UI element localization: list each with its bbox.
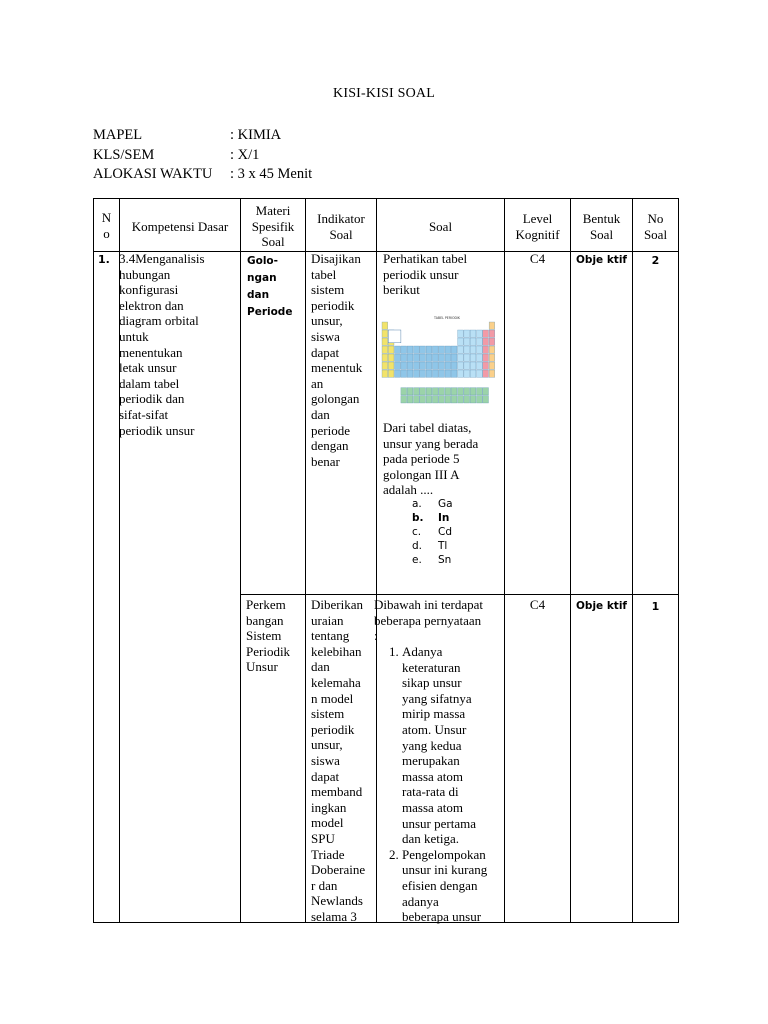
periodic-cell <box>432 388 438 395</box>
periodic-cell <box>414 370 420 377</box>
table-border-top <box>93 198 679 199</box>
periodic-cell <box>483 346 489 353</box>
periodic-cell <box>445 396 451 403</box>
periodic-cell <box>420 388 426 395</box>
periodic-cell <box>477 370 483 377</box>
header-no: N o <box>101 210 112 241</box>
periodic-cell <box>439 370 445 377</box>
periodic-cell <box>489 354 495 361</box>
periodic-cell <box>477 338 483 345</box>
periodic-cell <box>451 346 457 353</box>
periodic-cell <box>489 362 495 369</box>
periodic-cell <box>451 370 457 377</box>
periodic-cell <box>382 338 388 345</box>
col-line <box>632 198 633 923</box>
periodic-cell <box>470 330 476 337</box>
meta-label: MAPEL <box>93 127 143 143</box>
periodic-cell <box>395 370 401 377</box>
periodic-cell <box>451 396 457 403</box>
periodic-cell <box>489 330 495 337</box>
statement-item: 1. Adanya keteraturan sikap unsur yang sifatnya mirip massa atom. Unsur yang kedua merupakan massa atom rata-rata di massa atom unsur pertama dan ketiga. <box>402 644 504 847</box>
periodic-cell <box>458 388 464 395</box>
periodic-cell <box>464 370 470 377</box>
periodic-cell <box>426 396 432 403</box>
periodic-cell <box>470 338 476 345</box>
periodic-cell <box>445 362 451 369</box>
periodic-cell <box>483 370 489 377</box>
materi-text: Perkem bangan Sistem Periodik Unsur <box>246 597 291 675</box>
nomor-soal: 2 <box>651 254 660 267</box>
col-line <box>570 198 571 923</box>
periodic-cell <box>451 388 457 395</box>
periodic-cell <box>401 346 407 353</box>
periodic-cell <box>477 354 483 361</box>
periodic-cell <box>407 370 413 377</box>
header-soal: Soal <box>428 219 453 234</box>
level-kognitif: C4 <box>529 597 546 612</box>
soal-question: Dari tabel diatas, unsur yang berada pada periode 5 golongan III A adalah .... <box>383 420 479 498</box>
col-line <box>504 198 505 923</box>
periodic-cell <box>420 370 426 377</box>
periodic-cell <box>470 362 476 369</box>
periodic-cell <box>464 388 470 395</box>
periodic-cell <box>426 362 432 369</box>
periodic-cell <box>477 388 483 395</box>
periodic-cell <box>414 396 420 403</box>
periodic-cell <box>388 362 394 369</box>
periodic-cell <box>470 370 476 377</box>
periodic-table-image <box>381 314 499 414</box>
kompetensi-dasar-text: 3.4Menganalisis hubungan konfigurasi elektron dan diagram orbital untuk menentukan letak unsur dalam tabel periodik dan sifat-sifat periodik unsur <box>119 251 205 438</box>
periodic-table-caption: TABEL PERIODIK <box>434 316 460 320</box>
periodic-cell <box>432 354 438 361</box>
periodic-cell <box>464 330 470 337</box>
periodic-cell <box>388 370 394 377</box>
row-number: 1. <box>98 253 110 266</box>
option-e: e. Sn <box>412 554 452 566</box>
periodic-cell <box>414 346 420 353</box>
meta-value: : KIMIA <box>230 127 282 143</box>
meta-row-kls <box>93 146 312 166</box>
option-d: d. Tl <box>412 540 448 552</box>
periodic-cell <box>483 388 489 395</box>
periodic-cell <box>414 362 420 369</box>
periodic-cell <box>407 388 413 395</box>
periodic-cell <box>414 354 420 361</box>
nomor-soal: 1 <box>651 600 660 613</box>
periodic-cell <box>470 388 476 395</box>
periodic-cell <box>432 370 438 377</box>
periodic-cell <box>489 322 495 329</box>
periodic-cell <box>401 362 407 369</box>
periodic-cell <box>458 330 464 337</box>
periodic-cell <box>458 338 464 345</box>
periodic-cell <box>439 396 445 403</box>
meta-value: : X/1 <box>230 146 260 163</box>
periodic-cell <box>439 388 445 395</box>
periodic-cell <box>420 396 426 403</box>
periodic-cell <box>432 396 438 403</box>
periodic-cell <box>470 354 476 361</box>
periodic-cell <box>407 396 413 403</box>
periodic-cell <box>458 396 464 403</box>
answer-options <box>412 497 453 567</box>
periodic-cell <box>382 346 388 353</box>
document-title: KISI-KISI SOAL <box>333 86 435 101</box>
periodic-cell <box>464 338 470 345</box>
periodic-cell <box>426 388 432 395</box>
periodic-cell <box>382 354 388 361</box>
header-nosoal: No Soal <box>643 211 668 242</box>
periodic-cell <box>458 346 464 353</box>
periodic-cell <box>382 362 388 369</box>
periodic-cell <box>395 362 401 369</box>
periodic-cell <box>445 346 451 353</box>
periodic-cell <box>458 370 464 377</box>
periodic-cell <box>464 346 470 353</box>
periodic-cell <box>464 354 470 361</box>
meta-label: KLS/SEM <box>93 146 155 163</box>
periodic-cell <box>426 370 432 377</box>
periodic-cell <box>489 338 495 345</box>
periodic-cell <box>401 370 407 377</box>
bentuk-soal: Obje ktif <box>576 254 627 266</box>
meta-value: : 3 x 45 Menit <box>230 166 313 182</box>
periodic-cell <box>483 396 489 403</box>
option-c: c. Cd <box>412 526 452 538</box>
periodic-cell <box>401 354 407 361</box>
materi-text: Golo- ngan dan Periode <box>247 255 293 318</box>
periodic-cell <box>439 346 445 353</box>
periodic-cell <box>477 330 483 337</box>
periodic-cell <box>470 346 476 353</box>
periodic-cell <box>439 362 445 369</box>
periodic-cell <box>477 396 483 403</box>
indikator-text: Disajikan tabel sistem periodik unsur, siswa dapat menentuk an golongan dan periode dengan benar <box>311 251 363 469</box>
meta-block <box>93 126 312 185</box>
option-a: a. Ga <box>412 498 453 510</box>
periodic-cell <box>451 362 457 369</box>
periodic-cell <box>420 362 426 369</box>
periodic-cell <box>470 396 476 403</box>
periodic-cell <box>451 354 457 361</box>
header-level: Level Kognitif <box>515 211 560 242</box>
periodic-cell <box>458 362 464 369</box>
periodic-cell <box>445 354 451 361</box>
periodic-cell <box>458 354 464 361</box>
periodic-cell <box>407 354 413 361</box>
periodic-cell <box>395 346 401 353</box>
periodic-cell <box>483 362 489 369</box>
indikator-text: Diberikan uraian tentang kelebihan dan kelemaha n model sistem periodik unsur, siswa dapat memband ingkan model SPU Triade Doberaine r dan Newlands selama 3 <box>311 597 366 924</box>
periodic-cell <box>426 354 432 361</box>
periodic-cell <box>420 354 426 361</box>
periodic-cell <box>388 346 394 353</box>
periodic-cell <box>445 388 451 395</box>
soal-intro: Perhatikan tabel periodik unsur berikut <box>383 251 468 298</box>
periodic-cell <box>439 354 445 361</box>
periodic-legend-box <box>388 330 401 343</box>
col-line <box>93 198 94 923</box>
periodic-cell <box>483 354 489 361</box>
periodic-cell <box>464 396 470 403</box>
periodic-cell <box>382 322 388 329</box>
meta-row-waktu <box>93 165 312 185</box>
periodic-cell <box>420 346 426 353</box>
table-border-right <box>678 198 679 923</box>
statement-item: 2. Pengelompokan unsur ini kurang efisien dengan adanya beberapa unsur <box>402 847 504 925</box>
periodic-cell <box>382 370 388 377</box>
bentuk-soal: Obje ktif <box>576 600 627 612</box>
periodic-cell <box>489 370 495 377</box>
periodic-cell <box>407 362 413 369</box>
meta-label: ALOKASI WAKTU <box>93 166 213 182</box>
periodic-cell <box>426 346 432 353</box>
header-materi: Materi Spesifik Soal <box>251 203 295 250</box>
periodic-cell <box>445 370 451 377</box>
periodic-cell <box>489 346 495 353</box>
option-b: b. In <box>412 512 450 524</box>
header-kompetensi: Kompetensi Dasar <box>131 219 229 234</box>
soal-intro: Dibawah ini terdapat beberapa pernyataan : <box>374 597 484 644</box>
meta-row-mapel <box>93 126 312 146</box>
periodic-cell <box>483 330 489 337</box>
periodic-cell <box>432 346 438 353</box>
col-line <box>305 198 306 923</box>
level-kognitif: C4 <box>529 251 546 266</box>
periodic-cell <box>388 354 394 361</box>
periodic-cell <box>464 362 470 369</box>
periodic-cell <box>477 346 483 353</box>
periodic-cell <box>477 362 483 369</box>
header-indikator: Indikator Soal <box>317 211 365 242</box>
periodic-cell <box>395 354 401 361</box>
statement-list <box>380 644 504 925</box>
periodic-cell <box>414 388 420 395</box>
header-bentuk: Bentuk Soal <box>582 211 621 242</box>
periodic-cell <box>382 330 388 337</box>
periodic-cell <box>401 396 407 403</box>
periodic-cell <box>432 362 438 369</box>
periodic-cell <box>401 388 407 395</box>
periodic-cell <box>483 338 489 345</box>
periodic-cell <box>407 346 413 353</box>
